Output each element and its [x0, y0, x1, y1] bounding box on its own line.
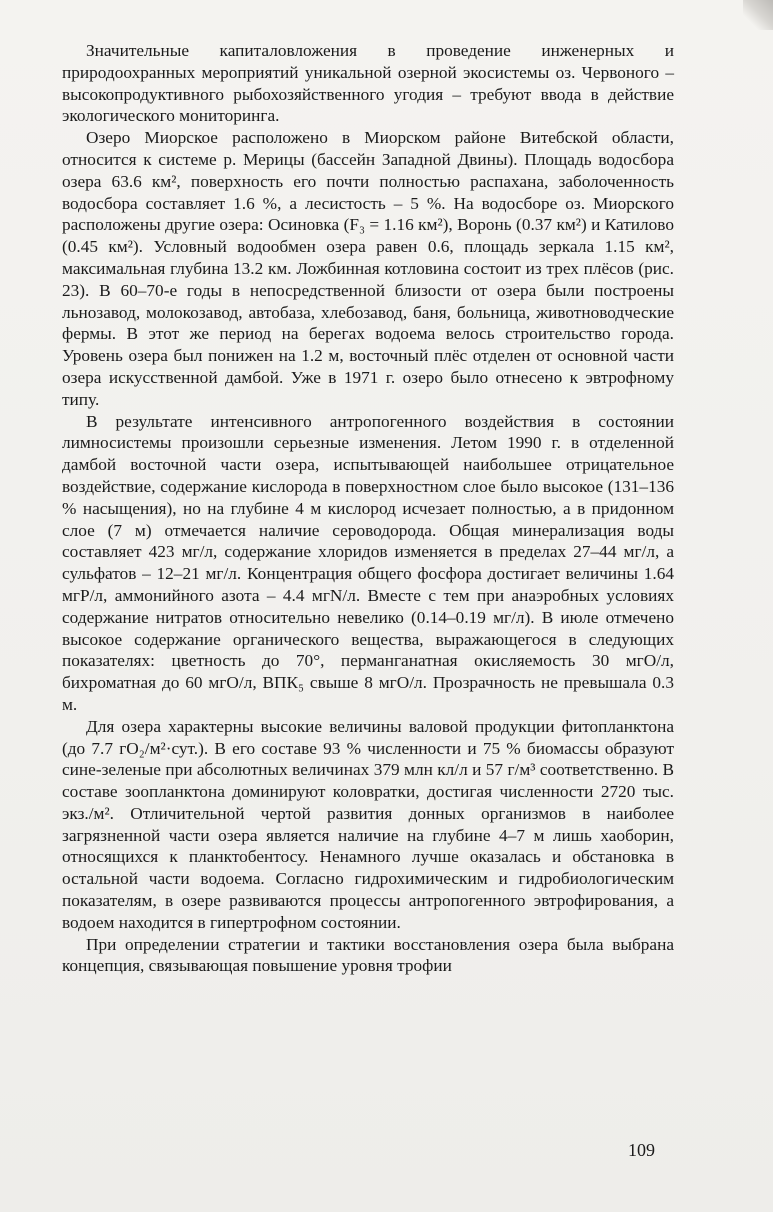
page-corner-shadow: [743, 0, 773, 30]
paragraph-5: При определении стратегии и тактики восстановления озера была выбрана концепция, связывающая повышение уровня трофии: [62, 934, 674, 976]
paragraph-2: Озеро Миорское расположено в Миорском районе Витебской области, относится к системе р. Мерицы (бассейн Западной Двины). Площадь водосбора озера 63.6 км², поверхность его почти полностью распахана, заболоченность водосбора составляет 1.6 %, а лесистость – 5 %. На водосборе оз. Миорского расположены другие озера: Осиновка (F₃ = 1.16 км²), Воронь (0.37 км²) и Катилово (0.45 км²). Условный водообмен озера равен 0.6, площадь зеркала 1.15 км², максимальная глубина 13.2 км. Ложбинная котловина состоит из трех плёсов (рис. 23). В 60–70-е годы в непосредственной близости от озера были построены льнозавод, молокозавод, автобаза, хлебозавод, баня, больница, животноводческие фермы. В этот же период на берегах водоема велось строительство города. Уровень озера был понижен на 1.2 м, восточный плёс отделен от основной части озера искусственной дамбой. Уже в 1971 г. озеро было отнесено к эвтрофному типу.: [62, 128, 674, 409]
body-text: [62, 40, 674, 977]
page-number: 109: [628, 1140, 655, 1160]
paragraph-3: В результате интенсивного антропогенного воздействия в состоянии лимносистемы произошли серьезные изменения. Летом 1990 г. в отделенной дамбой восточной части озера, испытывающей наибольшее отрицательное воздействие, содержание кислорода в поверхностном слое было высокое (131–136 % насыщения), но на глубине 4 м кислород исчезает полностью, а в придонном слое (7 м) отмечается наличие сероводорода. Общая минерализация воды составляет 423 мг/л, содержание хлоридов изменяется в пределах 27–44 мг/л, а сульфатов – 12–21 мг/л. Концентрация общего фосфора достигает величины 1.64 мгР/л, аммонийного азота – 4.4 мгN/л. Вместе с тем при анаэробных условиях содержание нитратов относительно невелико (0.14–0.19 мг/л). В июле отмечено высокое содержание органического вещества, выражающегося в следующих показателях: цветность до 70°, перманганатная окисляемость 30 мгО/л, бихроматная до 60 мгО/л, ВПК₅ свыше 8 мгО/л. Прозрачность не превышала 0.3 м.: [62, 411, 674, 714]
paragraph-4: Для озера характерны высокие величины валовой продукции фитопланктона (до 7.7 гО₂/м²·сут.). В его составе 93 % численности и 75 % биомассы образуют сине-зеленые при абсолютных величинах 379 млн кл/л и 57 г/м³ соответственно. В составе зоопланктона доминируют коловратки, достигая численности 2720 тыс. экз./м². Отличительной чертой развития донных организмов в наиболее загрязненной части озера является наличие на глубине 4–7 м лишь хаоборин, относящихся к планктобентосу. Ненамного лучше оказалась и обстановка в остальной части водоема. Согласно гидрохимическим и гидробиологическим показателям, в озере развиваются процессы антропогенного эвтрофирования, а водоем находится в гипертрофном состоянии.: [62, 716, 674, 932]
paragraph-1: Значительные капиталовложения в проведение инженерных и природоохранных мероприятий уникальной озерной экосистемы оз. Червоного – высокопродуктивного рыбохозяйственного угодия – требуют ввода в действие экологического мониторинга.: [62, 41, 674, 126]
